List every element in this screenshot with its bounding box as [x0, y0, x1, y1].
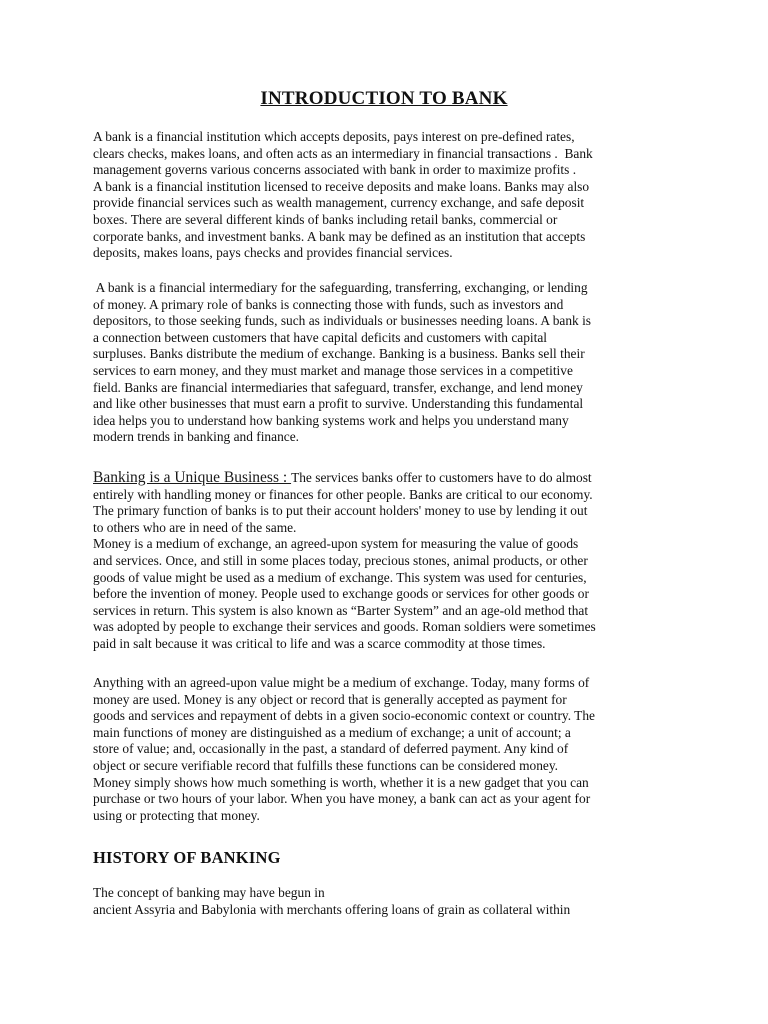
text-line: [93, 470, 693, 487]
text-line: was adopted by people to exchange their services and goods. Roman soldiers were sometimes: [93, 619, 596, 635]
text-line: A bank is a financial institution which accepts deposits, pays interest on pre-defined rates,: [93, 129, 575, 144]
text-line: ancient Assyria and Babylonia with merchants offering loans of grain as collateral within: [93, 901, 571, 917]
text-line: A bank is a financial intermediary for the safeguarding, transferring, exchanging, or lending: [93, 280, 588, 295]
text-line: main functions of money are distinguished as a medium of exchange; a unit of account; a: [93, 724, 571, 740]
text-line: a connection between customers that have capital deficits and customers with capital: [93, 329, 548, 345]
text-line: clears checks, makes loans, and often acts as an intermediary in financial transactions . Bank: [93, 145, 593, 161]
text-line: deposits, makes loans, pays checks and provides financial services.: [93, 245, 453, 261]
text-line: modern trends in banking and finance.: [93, 429, 300, 445]
text-line: field. Banks are financial intermediaries that safeguard, transfer, exchange, and lend money: [93, 379, 583, 395]
text-line: entirely with handling money or finances for other people. Banks are critical to our economy.: [93, 486, 593, 502]
text-line: The concept of banking may have begun in: [93, 885, 325, 900]
section-heading-unique-business: Banking is a Unique Business :: [93, 469, 292, 486]
text-line: corporate banks, and investment banks. A bank may be defined as an institution that accepts: [93, 228, 586, 244]
text-line: Money simply shows how much something is worth, whether it is a new gadget that you can: [93, 774, 589, 790]
text-line: management governs various concerns associated with bank in order to maximize profits .: [93, 162, 577, 178]
paragraph-intermediary: [93, 280, 693, 446]
paragraph-history: [93, 885, 693, 918]
text-line-rest: The services banks offer to customers have to do almost: [291, 470, 592, 485]
text-line: of money. A primary role of banks is connecting those with funds, such as investors and: [93, 296, 564, 312]
text-line: object or secure verifiable record that fulfills these functions can be considered money.: [93, 757, 559, 773]
paragraph-intro: [93, 129, 693, 262]
text-line: boxes. There are several different kinds of banks including retail banks, commercial or: [93, 211, 558, 227]
text-line: services to earn money, and they must market and manage those services in a competitive: [93, 362, 573, 378]
text-line: paid in salt because it was critical to life and was a scarce commodity at those times.: [93, 635, 546, 651]
paragraph-unique-business: [93, 470, 693, 653]
section-heading-history: HISTORY OF BANKING: [93, 848, 281, 867]
text-line: store of value; and, occasionally in the past, a standard of deferred payment. Any kind of: [93, 741, 569, 757]
paragraph-money: [93, 675, 693, 824]
text-line: goods of value might be used as a medium of exchange. This system was used for centuries,: [93, 569, 587, 585]
text-line: to others who are in need of the same.: [93, 519, 297, 535]
text-line: using or protecting that money.: [93, 807, 260, 823]
text-line: provide financial services such as wealth management, currency exchange, and safe deposit: [93, 195, 585, 211]
text-line: depositors, to those seeking funds, such as individuals or businesses needing loans. A bank is: [93, 313, 592, 329]
text-line: purchase or two hours of your labor. When you have money, a bank can act as your agent for: [93, 791, 591, 807]
text-line: Money is a medium of exchange, an agreed-upon system for measuring the value of goods: [93, 536, 579, 552]
text-line: and like other businesses that must earn a profit to survive. Understanding this fundamental: [93, 396, 584, 412]
text-line: surpluses. Banks distribute the medium of exchange. Banking is a business. Banks sell their: [93, 346, 585, 362]
text-line: money are used. Money is any object or record that is generally accepted as payment for: [93, 691, 567, 707]
text-line: and services. Once, and still in some places today, precious stones, animal products, or other: [93, 552, 588, 568]
text-line: idea helps you to understand how banking systems work and helps you understand many: [93, 412, 569, 428]
text-line: goods and services and repayment of debts in a given socio-economic context or country. The: [93, 708, 595, 724]
text-line: The primary function of banks is to put their account holders' money to use by lending it out: [93, 503, 588, 519]
text-line: before the invention of money. People used to exchange goods or services for other goods or: [93, 586, 589, 602]
page-title: INTRODUCTION TO BANK: [260, 88, 508, 109]
text-line: Anything with an agreed-upon value might be a medium of exchange. Today, many forms of: [93, 675, 590, 690]
text-line: A bank is a financial institution licensed to receive deposits and make loans. Banks may also: [93, 178, 590, 194]
text-line: services in return. This system is also known as “Barter System” and an age-old method that: [93, 602, 589, 618]
